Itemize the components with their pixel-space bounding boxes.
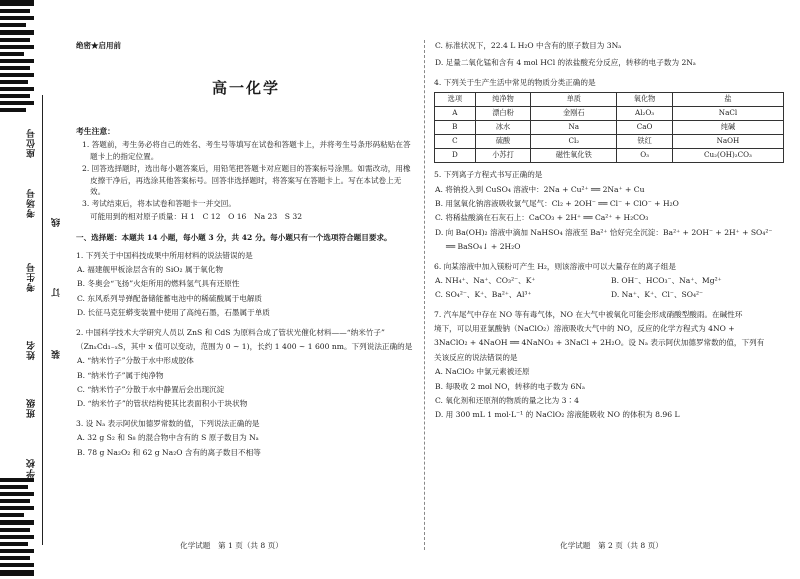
question-2-option-b: B. “纳米竹子”属于纯净物 [77, 370, 164, 380]
question-2-stem: 2. 中国科学技术大学研究人员以 ZnS 和 CdS 为原料合成了管状光催化材料——“纳米竹子” [76, 327, 385, 337]
candidate-notice [76, 126, 416, 222]
table-cell: NaOH [672, 135, 783, 149]
table-header-cell: 纯净物 [475, 93, 531, 107]
table-row [435, 107, 784, 121]
seal-line-char: 线 [52, 218, 62, 227]
notice-item: 1. 答题前，考生务必将自己的姓名、考生号等填写在试卷和答题卡上，并将考生号条形码粘贴在答题卡上的指定位置。 [82, 140, 411, 161]
right-page [434, 40, 786, 424]
question-6-stem: 6. 向某溶液中加入镁粉可产生 H₂，则该溶液中可以大量存在的离子组是 [434, 261, 676, 271]
question-2-stem-cont: （ZnₓCd₁₋ₓS，其中 x 值可以变动，范围为 0 ~ 1)，长约 1 400 ~ 1 600 nm。下列说法正确的是 [76, 341, 413, 351]
question-6-option-c: C. SO₄²⁻、K⁺、Ba²⁺、Al³⁺ [435, 290, 532, 300]
table-header-cell: 盐 [672, 93, 783, 107]
table-cell: 漂白粉 [475, 107, 531, 121]
table-cell: C [435, 135, 476, 149]
table-cell: D [435, 149, 476, 163]
seat-number-field[interactable] [16, 128, 46, 158]
table-header-row [435, 93, 784, 107]
question-5-stem: 5. 下列离子方程式书写正确的是 [434, 170, 543, 180]
question-1-stem: 1. 下列关于中国科技成果中所用材料的说法错误的是 [76, 250, 253, 260]
question-1-option-d: D. 长征马克狂蟒变装置中使用了高纯石墨，石墨属于单质 [77, 308, 270, 318]
table-cell: NaCl [672, 107, 783, 121]
class-field[interactable] [16, 398, 46, 418]
exam-room-label: 考场号 [26, 188, 37, 218]
question-2-option-a: A. “纳米竹子”分散于水中形成胶体 [77, 356, 194, 366]
binding-strip [0, 0, 62, 579]
question-7-option-c: C. 氧化剂和还原剂的物质的量之比为 3∶4 [435, 396, 579, 406]
school-label: 学校 [26, 458, 37, 478]
question-7-stem: 7. 汽车尾气中存在 NO 等有毒气体，NO 在大气中被氧化可能会形成硝酸型酸雨。在碱性环 [434, 309, 743, 319]
question-3-option-c: C. 标准状况下，22.4 L H₂O 中含有的原子数目为 3Nₐ [435, 41, 622, 50]
table-cell: 纯碱 [672, 121, 783, 135]
question-4-stem: 4. 下列关于生产生活中常见的物质分类正确的是 [434, 77, 596, 87]
confidential-mark: 绝密★启用前 [76, 41, 121, 50]
table-header-cell: 选项 [435, 93, 476, 107]
table-header-cell: 氧化物 [617, 93, 673, 107]
question-6-option-a: A. NH₄⁺、Na⁺、CO₃²⁻、K⁺ [435, 275, 536, 285]
table-cell: B [435, 121, 476, 135]
notice-item: 3. 考试结束后，将本试卷和答题卡一并交回。 [82, 199, 236, 209]
table-cell: 金刚石 [531, 107, 617, 121]
question-6-options-row [434, 275, 786, 289]
name-field[interactable] [16, 340, 46, 360]
question-5-option-d-cont: ══ BaSO₄↓ + 2H₂O [446, 242, 521, 252]
atomic-masses: 可能用到的相对原子质量：H 1 C 12 O 16 Na 23 S 32 [90, 211, 303, 221]
table-cell: Cu₂(OH)₂CO₃ [672, 149, 783, 163]
classification-table [434, 92, 784, 163]
candidate-number-label: 考生号 [26, 262, 37, 292]
question-3-stem: 3. 设 Nₐ 表示阿伏加德罗常数的值，下列说法正确的是 [76, 418, 260, 428]
seal-pack-char: 装 [52, 350, 62, 359]
question-5-option-b: B. 用氢氧化钠溶液吸收氯气尾气：Cl₂ + 2OH⁻ ══ Cl⁻ + ClO⁻ + H₂O [435, 198, 679, 208]
exam-title: 高一化学 [211, 79, 280, 98]
question-5-option-c: C. 将稀盐酸滴在石灰石上：CaCO₃ + 2H⁺ ══ Ca²⁺ + H₂CO₃ [435, 213, 649, 223]
table-cell: A [435, 107, 476, 121]
question-3-option-d: D. 足量二氧化锰和含有 4 mol HCl 的浓盐酸充分反应，转移的电子数为 2Nₐ [435, 58, 696, 68]
question-7-option-b: B. 每吸收 2 mol NO，转移的电子数为 6Nₐ [435, 381, 585, 391]
question-1-option-b: B. 冬奥会“飞扬”火炬所用的燃料氢气具有还原性 [77, 279, 240, 289]
table-cell: 硫酸 [475, 135, 531, 149]
question-2-option-d: D. “纳米竹子”的管状结构使其比表面积小于块状物 [77, 399, 248, 409]
question-1-option-a: A. 福建舰甲板涂层含有的 SiO₂ 属于氧化物 [77, 264, 223, 274]
question-6-option-b: B. OH⁻、HCO₃⁻、Na⁺、Mg²⁺ [611, 275, 722, 285]
table-row [435, 135, 784, 149]
question-3-option-a: A. 32 g S₂ 和 S₈ 的混合物中含有的 S 原子数目为 Nₐ [77, 433, 259, 443]
question-7-stem-cont: 3NaClO₂ + 4NaOH ══ 4NaNO₃ + 3NaCl + 2H₂O。设 Nₐ 表示阿伏加德罗常数的值，下列有 [434, 338, 765, 348]
question-5-option-a: A. 将钠投入到 CuSO₄ 溶液中：2Na + Cu²⁺ ══ 2Na⁺ + Cu [435, 184, 645, 194]
question-7-option-a: A. NaClO₂ 中氯元素被还原 [435, 367, 530, 377]
table-cell: 铁红 [617, 135, 673, 149]
table-row [435, 121, 784, 135]
table-row [435, 149, 784, 163]
left-page [76, 40, 416, 461]
table-cell: 小苏打 [475, 149, 531, 163]
exam-room-field[interactable] [16, 188, 46, 218]
question-7-option-d: D. 用 300 mL 1 mol·L⁻¹ 的 NaClO₂ 溶液能吸收 NO 的体积为 8.96 L [435, 410, 680, 420]
question-7-stem-cont: 关该反应的说法错误的是 [434, 352, 518, 362]
seal-bind-char: 订 [52, 288, 62, 297]
question-1-option-c: C. 东风系列导弹配备储能蓄电池中的稀硫酸属于电解质 [77, 293, 263, 303]
question-7-stem-cont: 境下，可以用亚氯酸钠（NaClO₂）溶液吸收大气中的 NO，反应的化学方程式为 4NO + [434, 324, 735, 334]
page-1-footer: 化学试题 第 1 页（共 8 页） [180, 541, 283, 550]
seat-number-label: 座位号 [26, 128, 37, 158]
question-6-option-d: D. Na⁺、K⁺、Cl⁻、SO₄²⁻ [611, 290, 704, 300]
table-cell: CaO [617, 121, 673, 135]
table-cell: 冰水 [475, 121, 531, 135]
school-field[interactable] [16, 458, 46, 478]
section-heading: 一、选择题：本题共 14 小题，每小题 3 分，共 42 分。每小题只有一个选项符合题目要求。 [76, 233, 392, 243]
notice-item: 2. 回答选择题时，选出每小题答案后，用铅笔把答题卡对应题目的答案标号涂黑。如需改动，用橡皮擦干净后，再选涂其他答案标号。回答非选择题时，将答案写在答题卡上。写在本试卷上无效。 [82, 164, 411, 196]
page-2-footer: 化学试题 第 2 页（共 8 页） [560, 541, 663, 550]
table-cell: Al₂O₃ [617, 107, 673, 121]
name-label: 姓名 [26, 340, 37, 360]
table-cell: Na [531, 121, 617, 135]
question-3-option-b: B. 78 g Na₂O₂ 和 62 g Na₂O 含有的离子数目不相等 [77, 447, 261, 457]
table-cell: Cl₂ [531, 135, 617, 149]
page-divider [424, 40, 425, 550]
table-cell: 磁性氧化铁 [531, 149, 617, 163]
notice-heading: 考生注意： [76, 126, 115, 136]
question-5-option-d: D. 向 Ba(OH)₂ 溶液中滴加 NaHSO₄ 溶液至 Ba²⁺ 恰好完全沉淀：Ba²⁺ + 2OH⁻ + 2H⁺ + SO₄²⁻ [435, 227, 773, 237]
candidate-number-field[interactable] [16, 262, 46, 292]
table-cell: O₃ [617, 149, 673, 163]
table-header-cell: 单质 [531, 93, 617, 107]
question-2-option-c: C. “纳米竹子”分散于水中静置后会出现沉淀 [77, 385, 225, 395]
class-label: 班级 [26, 398, 37, 418]
question-6-options-row [434, 289, 786, 303]
